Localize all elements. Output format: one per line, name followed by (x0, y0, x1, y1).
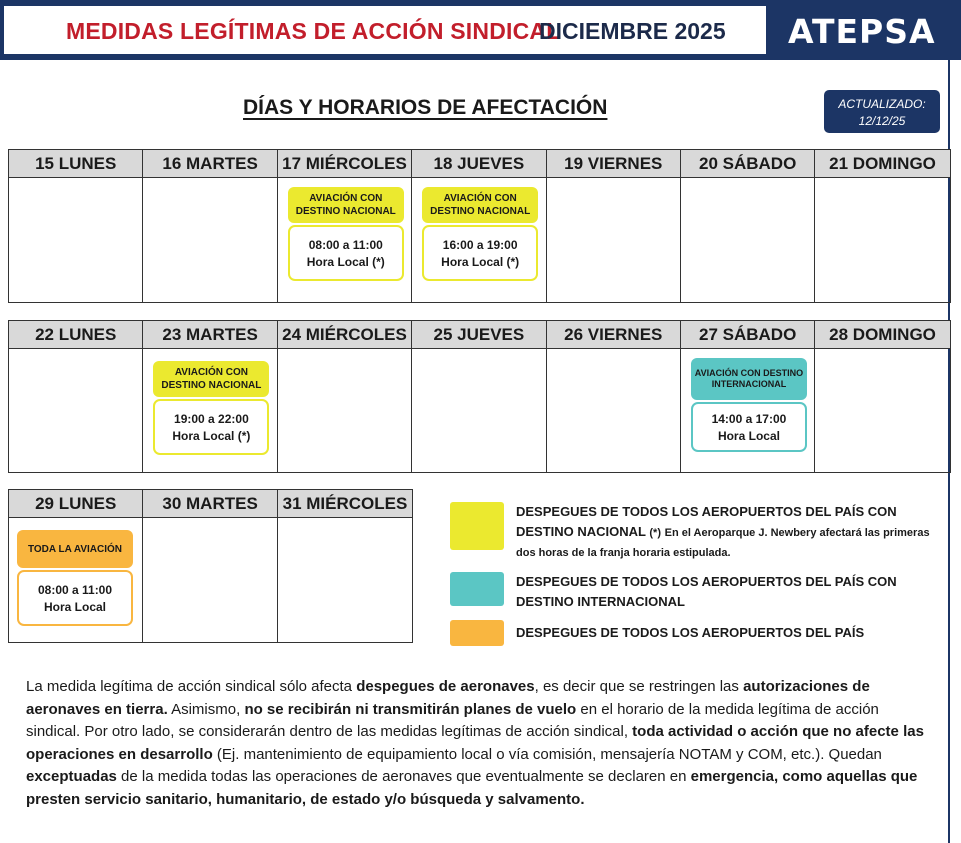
event-tag-nacional: AVIACIÓN CON DESTINO NACIONAL (153, 361, 269, 397)
day-header: 17 MIÉRCOLES (278, 150, 411, 178)
day-header: 25 JUEVES (412, 321, 545, 349)
legend-swatch-teal (450, 572, 504, 606)
event-time-range: 19:00 a 22:00 (174, 412, 249, 426)
event-time (17, 570, 133, 626)
day-cell (143, 490, 277, 642)
event-time-range: 14:00 a 17:00 (711, 412, 787, 426)
page-date: DICIEMBRE 2025 (539, 18, 726, 44)
legend-note: En el Aeroparque J. Newbery afectará las primeras dos horas de la franja horaria estipulada. (516, 527, 930, 559)
day-header: 21 DOMINGO (815, 150, 949, 178)
event-time (288, 225, 404, 281)
day-header: 15 LUNES (9, 150, 142, 178)
week-2 (8, 320, 951, 473)
week-3 (8, 489, 413, 643)
para-bold: no se recibirán ni transmitirán planes de vuelo (244, 700, 577, 718)
day-cell (9, 490, 143, 642)
legend-asterisk: (*) (649, 527, 661, 539)
event-block (422, 187, 538, 281)
day-header: 16 MARTES (143, 150, 276, 178)
event-block (691, 358, 807, 452)
day-cell (412, 321, 546, 472)
event-time-range: 16:00 a 19:00 (442, 238, 518, 252)
day-header: 22 LUNES (9, 321, 142, 349)
day-cell (143, 150, 277, 302)
legend-nacional (450, 502, 936, 562)
day-cell (9, 321, 143, 472)
event-time (153, 399, 269, 455)
day-header: 18 JUEVES (412, 150, 545, 178)
updated-date: 12/12/25 (858, 114, 906, 128)
event-time (422, 225, 538, 281)
para-text: Asimismo, (167, 700, 245, 718)
event-time-note: Hora Local (43, 600, 106, 614)
day-header: 31 MIÉRCOLES (278, 490, 412, 518)
event-time-note: Hora Local (717, 429, 780, 443)
para-text: La medida legítima de acción sindical sólo afecta (26, 678, 357, 695)
para-bold: emergencia, como aquellas que presten servicio sanitario, humanitario, de estado y/o búsqueda y salvamento. (26, 768, 918, 808)
para-bold: toda actividad o acción que no afecte las operaciones en desarrollo (26, 723, 924, 763)
para-text: , es decir que se restringen las (534, 678, 744, 695)
legend-label: DESPEGUES DE TODOS LOS AEROPUERTOS DEL PAÍS CON DESTINO INTERNACIONAL (516, 574, 897, 609)
para-bold: exceptuadas (26, 768, 117, 785)
event-time-range: 08:00 a 11:00 (308, 238, 383, 252)
day-header: 27 SÁBADO (681, 321, 814, 349)
day-cell (9, 150, 143, 302)
legend-swatch-orange (450, 620, 504, 646)
event-tag-internacional: AVIACIÓN CON DESTINO INTERNACIONAL (691, 358, 807, 400)
page-title: MEDIDAS LEGÍTIMAS DE ACCIÓN SINDICAL (66, 18, 561, 44)
brand-logo: ATEPSA (788, 12, 936, 51)
legend-label: DESPEGUES DE TODOS LOS AEROPUERTOS DEL PAÍS (516, 625, 865, 640)
section-title: DÍAS Y HORARIOS DE AFECTACIÓN (243, 96, 608, 119)
updated-badge (824, 90, 940, 133)
day-cell (547, 150, 681, 302)
day-cell (815, 321, 949, 472)
para-bold: autorizaciones de aeronaves en tierra. (26, 678, 870, 718)
legend-text (516, 502, 936, 562)
event-block (17, 530, 133, 626)
event-tag-nacional: AVIACIÓN CON DESTINO NACIONAL (288, 187, 404, 223)
event-time-note: Hora Local (*) (172, 429, 251, 443)
legend-label: DESPEGUES DE TODOS LOS AEROPUERTOS DEL PAÍS CON DESTINO NACIONAL (516, 504, 897, 539)
day-cell (681, 321, 815, 472)
para-text: en el horario de la medida legítima de acción sindical. Por otro lado, se considerarán dentro de las medidas legítimas de acción sindical, (26, 700, 879, 740)
day-header: 30 MARTES (143, 490, 276, 518)
day-header: 19 VIERNES (547, 150, 680, 178)
day-cell (278, 490, 412, 642)
event-time-range: 08:00 a 11:00 (37, 583, 113, 597)
event-time-note: Hora Local (*) (441, 255, 520, 269)
day-cell (143, 321, 277, 472)
day-header: 26 VIERNES (547, 321, 680, 349)
para-text: (Ej. mantenimiento de equipamiento local o vía comisión, mensajería NOTAM y COM, etc.). Quedan (212, 745, 882, 763)
para-bold: despegues de aeronaves (356, 678, 535, 695)
day-header: 24 MIÉRCOLES (278, 321, 411, 349)
legend-internacional (450, 572, 936, 612)
updated-label: ACTUALIZADO: (838, 97, 926, 111)
event-block (288, 187, 404, 281)
legend-toda (450, 620, 936, 646)
event-tag-toda: TODA LA AVIACIÓN (17, 530, 133, 568)
day-cell (547, 321, 681, 472)
week-1 (8, 149, 951, 303)
day-header: 29 LUNES (9, 490, 142, 518)
day-header: 28 DOMINGO (815, 321, 949, 349)
day-cell (412, 150, 546, 302)
day-cell (278, 321, 412, 472)
day-header: 20 SÁBADO (681, 150, 814, 178)
info-paragraph (26, 676, 934, 811)
day-cell (278, 150, 412, 302)
event-block (153, 361, 269, 455)
day-cell (681, 150, 815, 302)
day-cell (815, 150, 949, 302)
day-header: 23 MARTES (143, 321, 276, 349)
para-text: de la medida todas las operaciones de aeronaves que eventualmente se declaren en (116, 768, 691, 785)
event-time-note: Hora Local (*) (306, 255, 385, 269)
event-tag-nacional: AVIACIÓN CON DESTINO NACIONAL (422, 187, 538, 223)
legend-swatch-yellow (450, 502, 504, 550)
event-time (691, 402, 807, 452)
